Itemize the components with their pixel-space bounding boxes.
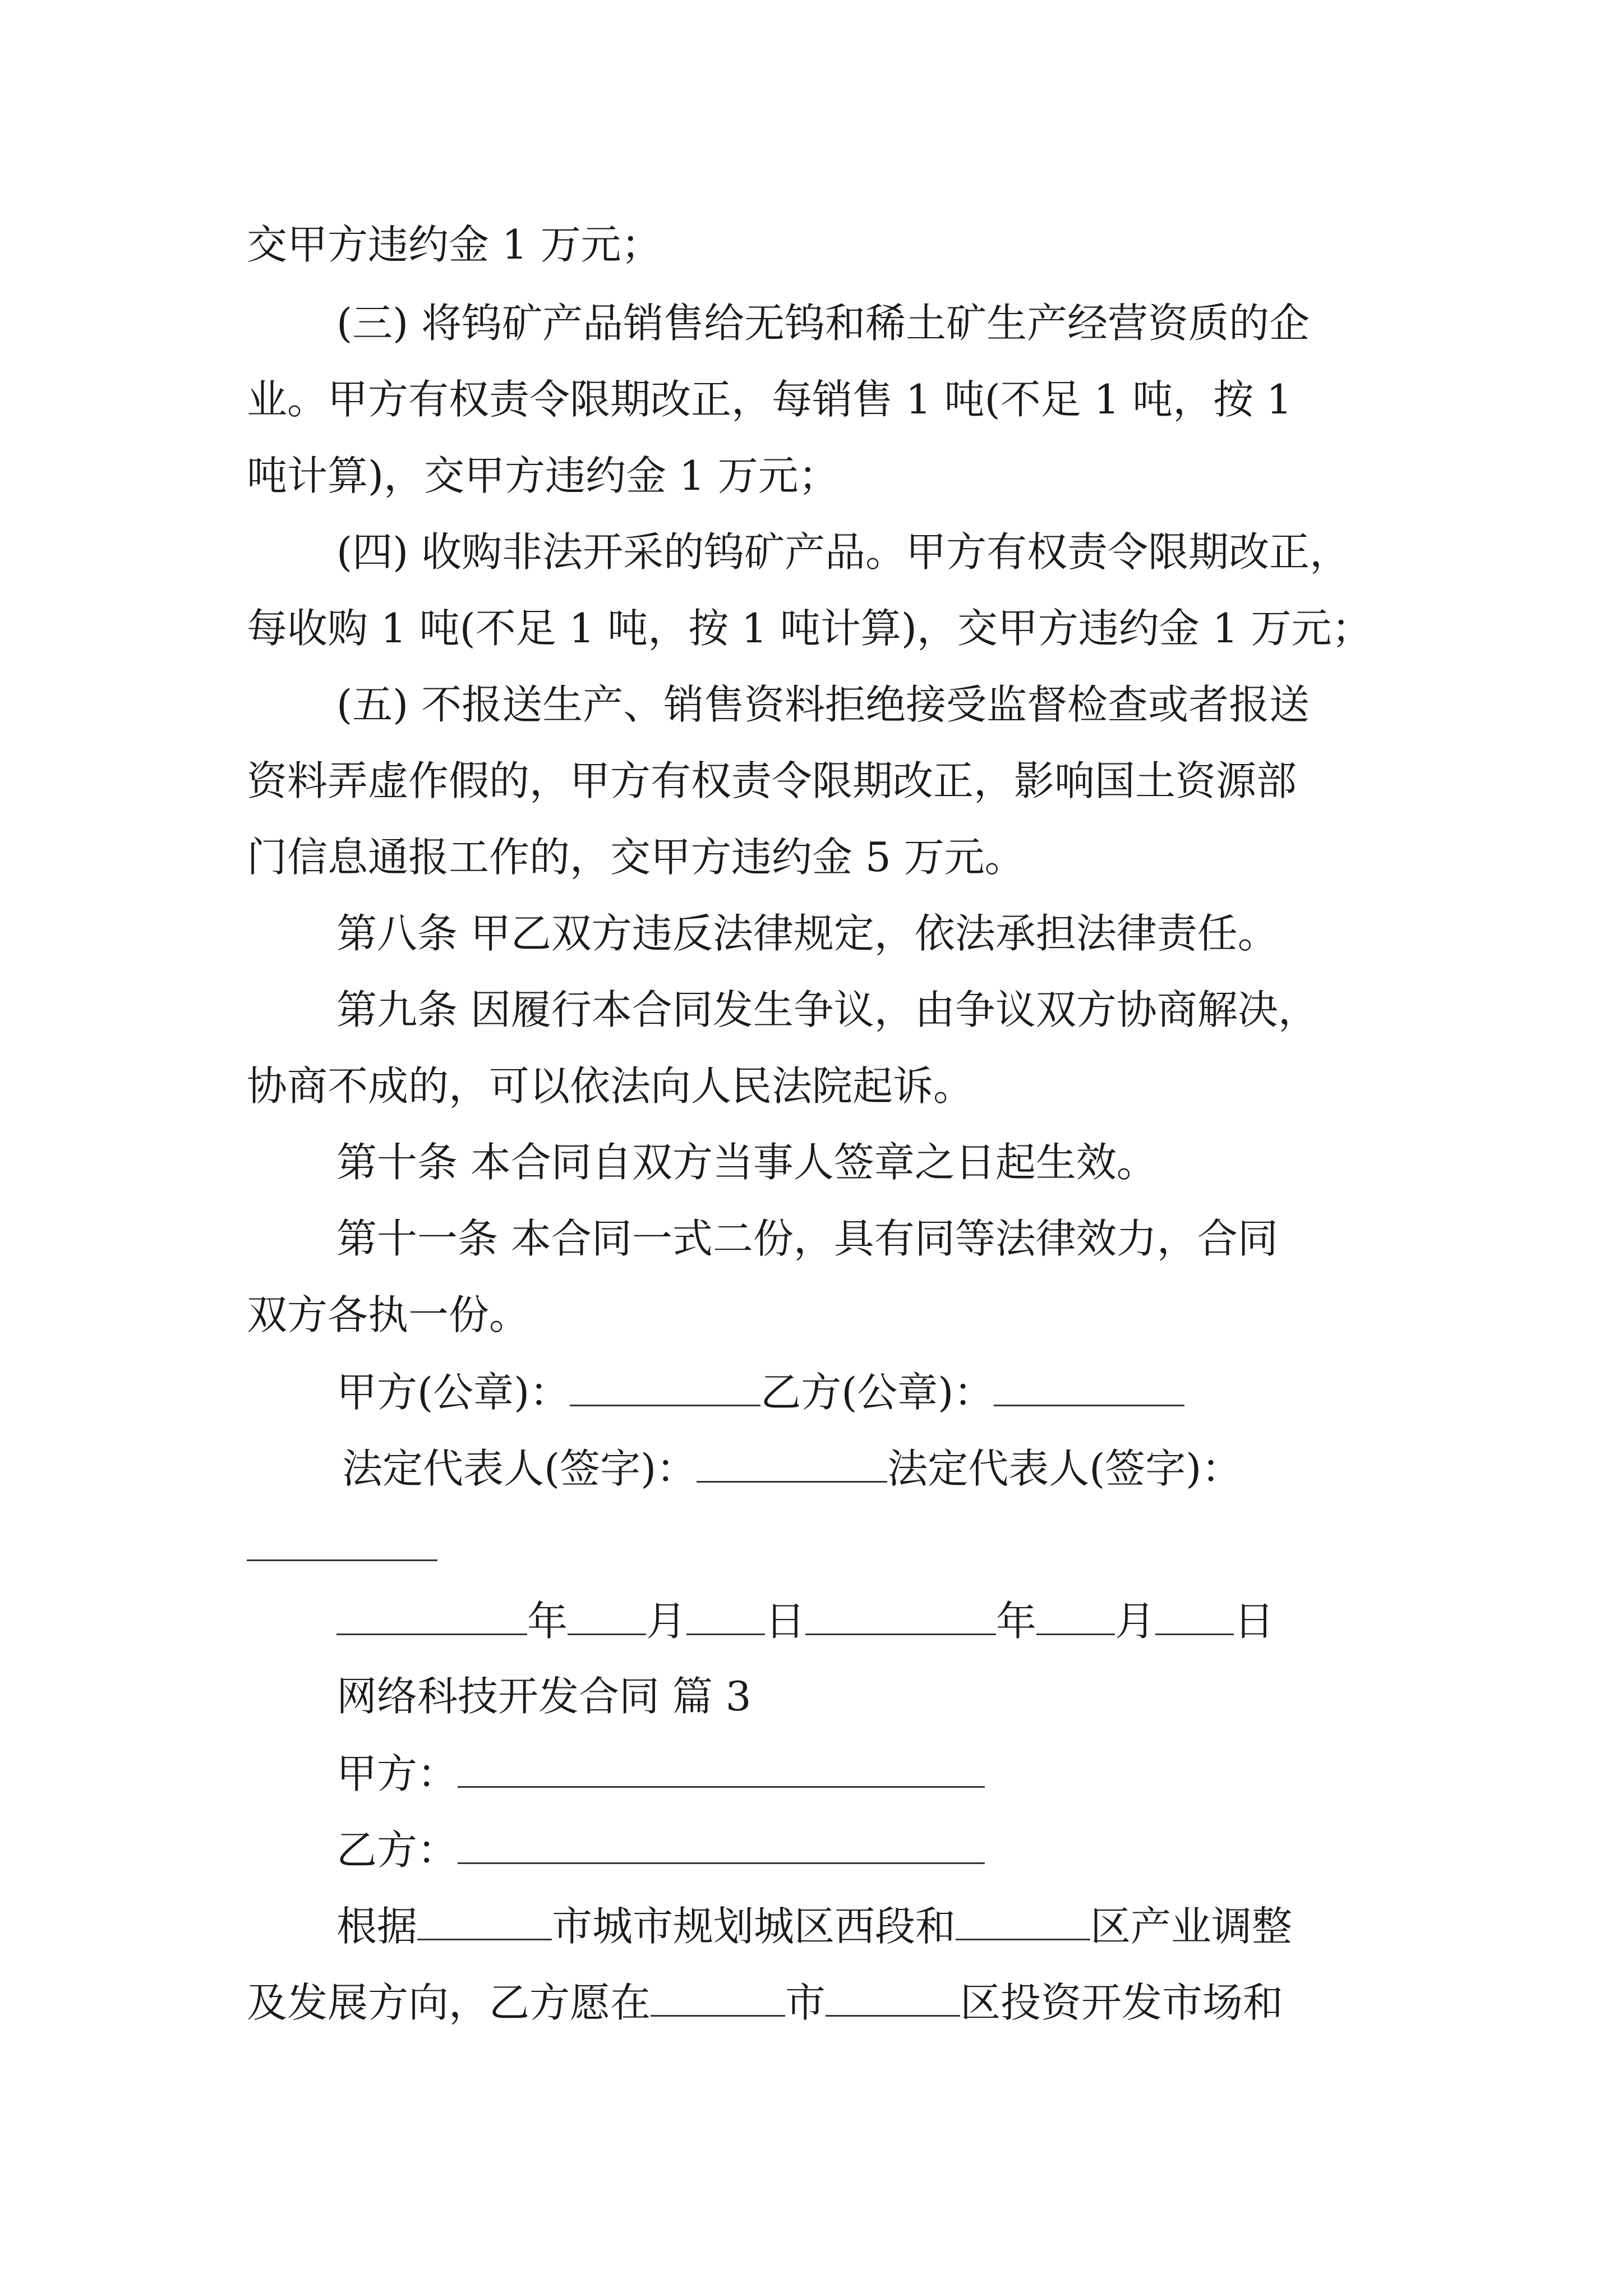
text-line-10: 第八条 甲乙双方违反法律规定，依法承担法律责任。: [336, 910, 1278, 957]
date-a-year-blank: [336, 1600, 527, 1635]
date-line: [336, 1598, 1275, 1645]
basis-text-5: 市: [785, 1979, 826, 2026]
party-a-label: 甲方：: [336, 1750, 458, 1797]
text-line-4: 吨计算)，交甲方违约金 1 万元；: [247, 452, 839, 499]
section-title: 网络科技开发合同 篇 3: [336, 1673, 751, 1720]
basis-text-4: 及发展方向，乙方愿在: [247, 1979, 651, 2026]
date-b-year-label: 年: [996, 1598, 1037, 1645]
text-line-6: 每收购 1 吨(不足 1 吨，按 1 吨计算)，交甲方违约金 1 万元；: [247, 605, 1372, 652]
party-a-blank: [458, 1752, 985, 1788]
date-a-month-blank: [568, 1600, 646, 1635]
legal-rep-b-blank: [247, 1559, 437, 1561]
party-a-line: [336, 1750, 985, 1797]
text-line-5: (四) 收购非法开采的钨矿产品。甲方有权责令限期改正，: [336, 528, 1350, 576]
basis-blank-2: [956, 1905, 1090, 1940]
party-b-blank: [458, 1829, 985, 1864]
basis-text-1: 根据: [336, 1903, 418, 1950]
text-line-11: 第九条 因履行本合同发生争议，由争议双方协商解决，: [336, 986, 1318, 1033]
date-a-month-label: 月: [646, 1598, 687, 1645]
basis-line-1: [336, 1903, 1293, 1950]
party-b-line: [336, 1826, 985, 1874]
date-a-year-label: 年: [527, 1598, 568, 1645]
seal-line: [336, 1369, 1184, 1416]
basis-line-2: [247, 1979, 1284, 2026]
date-a-day-blank: [686, 1600, 765, 1635]
date-a-day-label: 日: [765, 1598, 806, 1645]
basis-blank-3: [651, 1981, 785, 2017]
text-line-12: 协商不成的，可以依法向人民法院起诉。: [247, 1062, 974, 1110]
text-line-3: 业。甲方有权责令限期改正，每销售 1 吨(不足 1 吨，按 1: [247, 376, 1292, 423]
text-line-7: (五) 不报送生产、销售资料拒绝接受监督检查或者报送: [336, 681, 1310, 728]
date-b-year-blank: [805, 1600, 996, 1635]
text-line-13: 第十条 本合同自双方当事人签章之日起生效。: [336, 1139, 1157, 1186]
text-line-8: 资料弄虚作假的，甲方有权责令限期改正，影响国土资源部: [247, 757, 1297, 804]
basis-text-6: 区投资开发市场和: [960, 1979, 1284, 2026]
text-line-15: 双方各执一份。: [247, 1291, 530, 1338]
basis-blank-1: [417, 1905, 552, 1940]
party-b-seal-label: 乙方(公章)：: [760, 1369, 994, 1416]
legal-rep-a-label: 法定代表人(签字)：: [342, 1445, 697, 1492]
basis-text-3: 区产业调整: [1090, 1903, 1293, 1950]
text-line-1: 交甲方违约金 1 万元；: [247, 221, 662, 268]
legal-rep-line: [342, 1445, 1242, 1492]
date-b-day-blank: [1155, 1600, 1234, 1635]
party-a-seal-blank: [570, 1371, 760, 1406]
text-line-9: 门信息通报工作的，交甲方违约金 5 万元。: [247, 834, 1025, 881]
date-b-day-label: 日: [1234, 1598, 1275, 1645]
basis-text-2: 市城市规划城区西段和: [552, 1903, 956, 1950]
text-line-2: (三) 将钨矿产品销售给无钨和稀土矿生产经营资质的企: [336, 300, 1310, 347]
party-b-seal-blank: [994, 1371, 1184, 1406]
party-b-label: 乙方：: [336, 1826, 458, 1874]
legal-rep-a-blank: [697, 1447, 887, 1483]
legal-rep-b-label: 法定代表人(签字)：: [887, 1445, 1242, 1492]
text-line-14: 第十一条 本合同一式二份，具有同等法律效力，合同: [336, 1215, 1278, 1262]
date-b-month-blank: [1036, 1600, 1115, 1635]
party-a-seal-label: 甲方(公章)：: [336, 1369, 570, 1416]
date-b-month-label: 月: [1115, 1598, 1156, 1645]
basis-blank-4: [826, 1981, 960, 2017]
